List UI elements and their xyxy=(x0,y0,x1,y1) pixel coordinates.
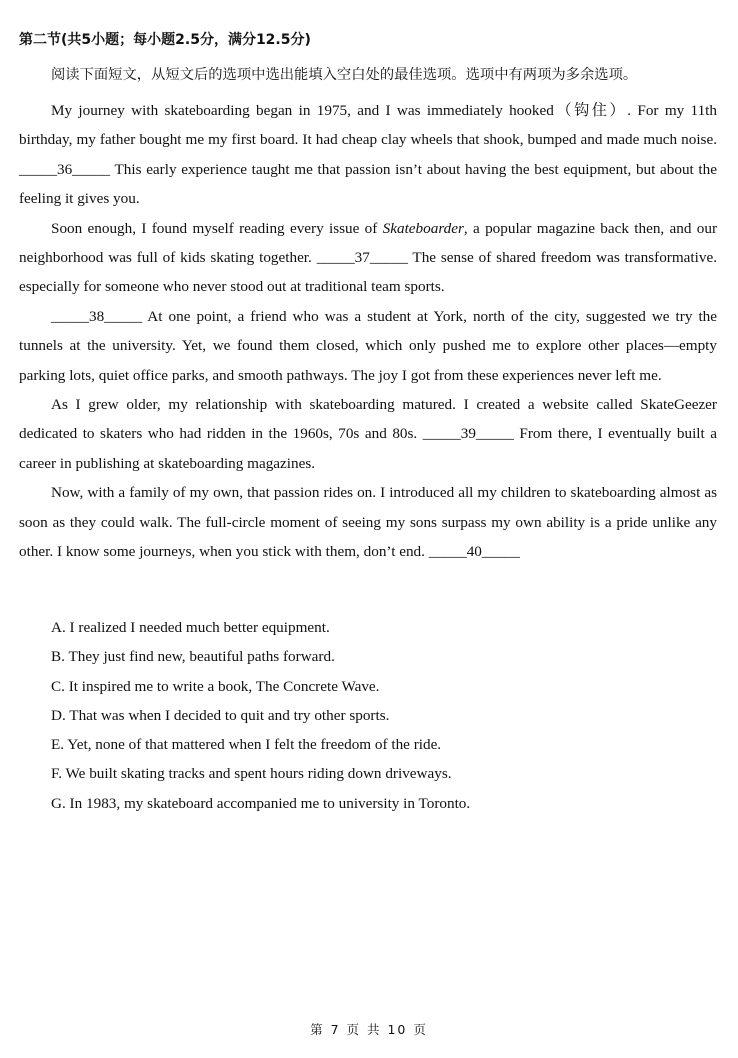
blank-38: _____38_____ xyxy=(51,307,143,325)
p5-text: Now, with a family of my own, that passion rides on. I introduced all my children to skateboarding almost as soon as they could walk. The full-circle moment of seeing my sons surpass my own ability is a pride unlike any other. I know some journeys, when you stick with them, don’t end. xyxy=(19,484,717,561)
magazine-title: Skateboarder xyxy=(382,219,464,237)
option-e: E. Yet, none of that mattered when I felt the freedom of the ride. xyxy=(51,736,442,754)
p4-text-start: As I grew older, my relationship with skateboarding matured. I created a website called SkateGeezer dedicated to skaters who had ridden in the 1960s, 70s and 80s. xyxy=(19,396,717,443)
p4-text-end: From there, I eventually built a career in publishing at skateboarding magazines. xyxy=(19,425,717,472)
page-number: 第 7 页 共 10 页 xyxy=(310,1022,428,1037)
paragraph-2 xyxy=(19,214,717,302)
blank-39: _____39_____ xyxy=(422,425,514,443)
option-d: D. That was when I decided to quit and try other sports. xyxy=(51,706,390,724)
p1-text-end: This early experience taught me that passion isn’t about having the best equipment, but about the feeling it gives you. xyxy=(19,160,717,208)
option-a: A. I realized I needed much better equipment. xyxy=(51,619,330,636)
reading-passage xyxy=(19,96,717,567)
paragraph-5 xyxy=(19,478,717,566)
option-f: F. We built skating tracks and spent hours riding down driveways. xyxy=(51,765,452,783)
option-b: B. They just find new, beautiful paths forward. xyxy=(51,648,335,666)
p2-text-middle: , a popular magazine back then, and our neighborhood was full of kids skating together. xyxy=(19,219,717,267)
p3-text: At one point, a friend who was a student at York, north of the city, suggested we try the tunnels at the university. Yet, we found them closed, which only pushed me to explore other places—empty parking lots, quiet office parks, and smooth pathways. The joy I got from these experiences never left me. xyxy=(19,307,717,384)
option-c: C. It inspired me to write a book, The Concrete Wave. xyxy=(51,677,380,695)
instruction-text: 阅读下面短文，从短文后的选项中选出能填入空白处的最佳选项。选项中有两项为多余选项。 xyxy=(51,67,638,83)
blank-40: _____40_____ xyxy=(428,543,520,561)
paragraph-4 xyxy=(19,390,717,478)
option-g: G. In 1983, my skateboard accompanied me to university in Toronto. xyxy=(51,794,471,812)
answer-options xyxy=(51,613,711,818)
p1-text-start: My journey with skateboarding began in 1975, and I was immediately hooked（钩住）. For my 11th birthday, my father bought me my first board. It had cheap clay wheels that shook, bumped and made much noise. xyxy=(19,102,717,149)
p2-text-end: The sense of shared freedom was transformative. especially for someone who never stood out at traditional team sports. xyxy=(19,249,717,296)
blank-36: _____36_____ xyxy=(19,160,111,178)
section-title: 第二节(共5小题；每小题2.5分，满分12.5分) xyxy=(19,32,311,48)
p2-text-start: Soon enough, I found myself reading every issue of xyxy=(51,219,383,237)
paragraph-3 xyxy=(19,302,717,390)
paragraph-1 xyxy=(19,96,717,214)
blank-37: _____37_____ xyxy=(316,249,408,267)
